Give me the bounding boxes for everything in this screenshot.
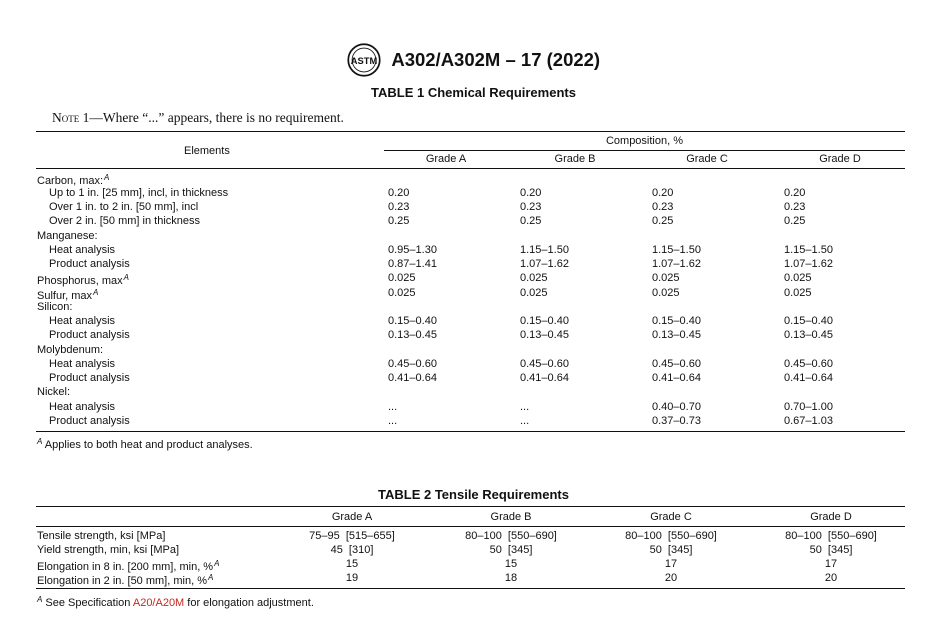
table1-cell: 1.15–1.50 [520, 244, 569, 256]
row-label-text: Heat analysis [49, 401, 116, 413]
table1-cell: 0.25 [388, 215, 410, 227]
table1-cell: 1.15–1.50 [652, 244, 701, 256]
row-label-text: Heat analysis [49, 358, 116, 370]
table1-cell: 0.13–0.45 [652, 329, 701, 341]
table2-cell: 19 [345, 572, 359, 584]
table1-row-label [37, 300, 72, 314]
row-label-text: Carbon, max: [37, 175, 104, 187]
table1-cell: 0.45–0.60 [652, 358, 701, 370]
table1-cell: 0.70–1.00 [784, 401, 833, 413]
table1-cell: 1.07–1.62 [652, 258, 701, 270]
table2-top-rule [36, 506, 905, 507]
table1-cell: ... [520, 415, 530, 427]
row-label-text: Heat analysis [49, 315, 116, 327]
row-label-text: Product analysis [49, 258, 130, 270]
table1-cell: 0.15–0.40 [784, 315, 833, 327]
table1-cell: 0.025 [784, 287, 812, 299]
table1-footnote [36, 435, 253, 452]
table2-grade-header: Grade C [650, 511, 692, 523]
table1-row-label [49, 328, 130, 342]
table2-cell: 20 [824, 572, 838, 584]
astm-logo-icon [347, 43, 381, 77]
table1-row-label [49, 200, 198, 214]
table2-cell: 80–100 [550–690] [625, 530, 717, 542]
table2-cell: 20 [664, 572, 678, 584]
table2-cell: 18 [504, 572, 518, 584]
table1-grade-header: Grade C [686, 153, 728, 165]
table1-cell: 0.15–0.40 [388, 315, 437, 327]
table1-cell: 0.025 [784, 272, 812, 284]
table1-grade-header: Grade D [819, 153, 861, 165]
table1-cell: 0.15–0.40 [520, 315, 569, 327]
row-label-text: Heat analysis [49, 244, 116, 256]
table2-cell: 80–100 [550–690] [785, 530, 877, 542]
table1-cell: ... [388, 415, 398, 427]
row-label-text: Over 2 in. [50 mm] in thickness [49, 215, 200, 227]
footnote-ref: A [214, 559, 220, 568]
row-label-text: Silicon: [37, 301, 73, 313]
table2-cell: 17 [664, 558, 678, 570]
table1-cell: 0.13–0.45 [784, 329, 833, 341]
table1-cell: 0.025 [520, 272, 548, 284]
footnote-text-end: for elongation adjustment. [184, 597, 314, 609]
table1-cell: 0.20 [652, 187, 674, 199]
footnote-ref: A [104, 173, 110, 182]
table1-cell: 0.41–0.64 [784, 372, 833, 384]
table1-cell: 0.40–0.70 [652, 401, 701, 413]
table1-cell: 0.87–1.41 [388, 258, 437, 270]
table1-cell: 0.23 [520, 201, 542, 213]
row-label-text: Elongation in 8 in. [200 mm], min, % [37, 561, 214, 573]
table1-cell: 0.23 [388, 201, 410, 213]
table1-row-label [37, 229, 98, 243]
table1-header-rule [36, 168, 905, 169]
note-label: Note 1 [52, 110, 90, 125]
table1-cell: 0.45–0.60 [520, 358, 569, 370]
table1-grade-header: Grade A [425, 153, 467, 165]
footnote-mark: A [37, 437, 43, 446]
row-label-text: Over 1 in. to 2 in. [50 mm], incl [49, 201, 199, 213]
row-label-text: Yield strength, min, ksi [MPa] [37, 544, 180, 556]
table1-row-label [49, 257, 130, 271]
table1-cell: 1.15–1.50 [784, 244, 833, 256]
table1-cell: 0.41–0.64 [520, 372, 569, 384]
table1-cell: 0.45–0.60 [388, 358, 437, 370]
table2-cell: 50 [345] [809, 544, 853, 556]
table2-grade-header: Grade A [331, 511, 373, 523]
table1-cell: 0.20 [520, 187, 542, 199]
table1-row-label [37, 385, 70, 399]
table1-cell: 0.025 [388, 272, 416, 284]
row-label-text: Product analysis [49, 372, 130, 384]
table1-row-label [49, 400, 115, 414]
table2-cell: 80–100 [550–690] [465, 530, 557, 542]
spec-link[interactable]: A20/A20M [132, 597, 185, 609]
table1-cell: 0.37–0.73 [652, 415, 701, 427]
row-label-text: Product analysis [49, 329, 130, 341]
table1-row-label [49, 414, 130, 428]
table1-cell: 0.67–1.03 [784, 415, 833, 427]
table1-header-composition: Composition, % [605, 135, 684, 147]
footnote-text: See Specification [45, 597, 133, 609]
table1-cell: 0.15–0.40 [652, 315, 701, 327]
table1-header-elements: Elements [184, 145, 230, 157]
footnote-text: Applies to both heat and product analyses. [44, 439, 253, 451]
table2-cell: 50 [345] [649, 544, 693, 556]
document-designation: A302/A302M – 17 (2022) [391, 49, 601, 70]
table2-cell: 15 [504, 558, 518, 570]
footnote-ref: A [93, 288, 99, 297]
table2-cell: 50 [345] [489, 544, 533, 556]
row-label-text: Product analysis [49, 415, 130, 427]
table1-bottom-rule [36, 431, 905, 432]
table1-note [52, 110, 344, 126]
table2-caption: TABLE 2 Tensile Requirements [378, 487, 569, 502]
table1-grade-header: Grade B [554, 153, 596, 165]
table1-caption: TABLE 1 Chemical Requirements [371, 85, 576, 100]
table1-cell: 0.23 [784, 201, 806, 213]
table2-bottom-rule [36, 588, 905, 589]
table1-cell: 0.23 [652, 201, 674, 213]
table1-row-label [49, 214, 200, 228]
table2-cell: 45 [310] [330, 544, 374, 556]
table2-grade-header: Grade D [810, 511, 852, 523]
table1-cell: 1.07–1.62 [520, 258, 569, 270]
note-text: —Where “...” appears, there is no requirement. [89, 110, 344, 125]
table1-cell: 0.45–0.60 [784, 358, 833, 370]
table1-cell: 0.95–1.30 [388, 244, 437, 256]
svg-text:ASTM: ASTM [350, 55, 378, 66]
footnote-ref: A [123, 273, 129, 282]
table2-grade-header: Grade B [490, 511, 532, 523]
table1-cell: ... [388, 401, 398, 413]
table1-cell: 0.025 [520, 287, 548, 299]
table1-row-label [49, 371, 130, 385]
row-label-text: Up to 1 in. [25 mm], incl, in thickness [49, 187, 229, 199]
row-label-text: Elongation in 2 in. [50 mm], min, % [37, 575, 207, 587]
table2-cell: 75–95 [515–655] [309, 530, 395, 542]
table1-cell: 0.025 [388, 287, 416, 299]
table1-row-label [37, 343, 103, 357]
table1-top-rule [36, 131, 905, 132]
table1-composition-rule [384, 150, 905, 151]
table2-row-label [37, 529, 165, 543]
table1-row-label [49, 314, 115, 328]
document-header [0, 43, 947, 77]
table1-cell: 0.41–0.64 [388, 372, 437, 384]
footnote-mark: A [37, 595, 43, 604]
table1-cell: 1.07–1.62 [784, 258, 833, 270]
table2-row-label [37, 543, 179, 557]
table1-row-label [49, 243, 115, 257]
table1-cell: 0.20 [784, 187, 806, 199]
table2-cell: 17 [824, 558, 838, 570]
row-label-text: Tensile strength, ksi [MPa] [37, 530, 166, 542]
table1-cell: 0.13–0.45 [520, 329, 569, 341]
table2-header-rule [36, 526, 905, 527]
row-label-text: Nickel: [37, 386, 71, 398]
table2-footnote [36, 593, 314, 610]
table1-cell: 0.025 [652, 287, 680, 299]
table1-cell: 0.41–0.64 [652, 372, 701, 384]
table1-cell: 0.20 [388, 187, 410, 199]
table1-cell: 0.25 [784, 215, 806, 227]
table1-cell: 0.025 [652, 272, 680, 284]
table1-cell: 0.25 [520, 215, 542, 227]
row-label-text: Manganese: [37, 230, 98, 242]
table2-row-label [37, 571, 213, 588]
table2-cell: 15 [345, 558, 359, 570]
table1-row-label [49, 357, 115, 371]
table1-cell: 0.25 [652, 215, 674, 227]
row-label-text: Phosphorus, max [37, 275, 123, 287]
table1-row-label [49, 186, 228, 200]
table1-cell: 0.13–0.45 [388, 329, 437, 341]
row-label-text: Sulfur, max [37, 290, 93, 302]
table1-cell: ... [520, 401, 530, 413]
footnote-ref: A [207, 573, 214, 582]
row-label-text: Molybdenum: [37, 344, 104, 356]
